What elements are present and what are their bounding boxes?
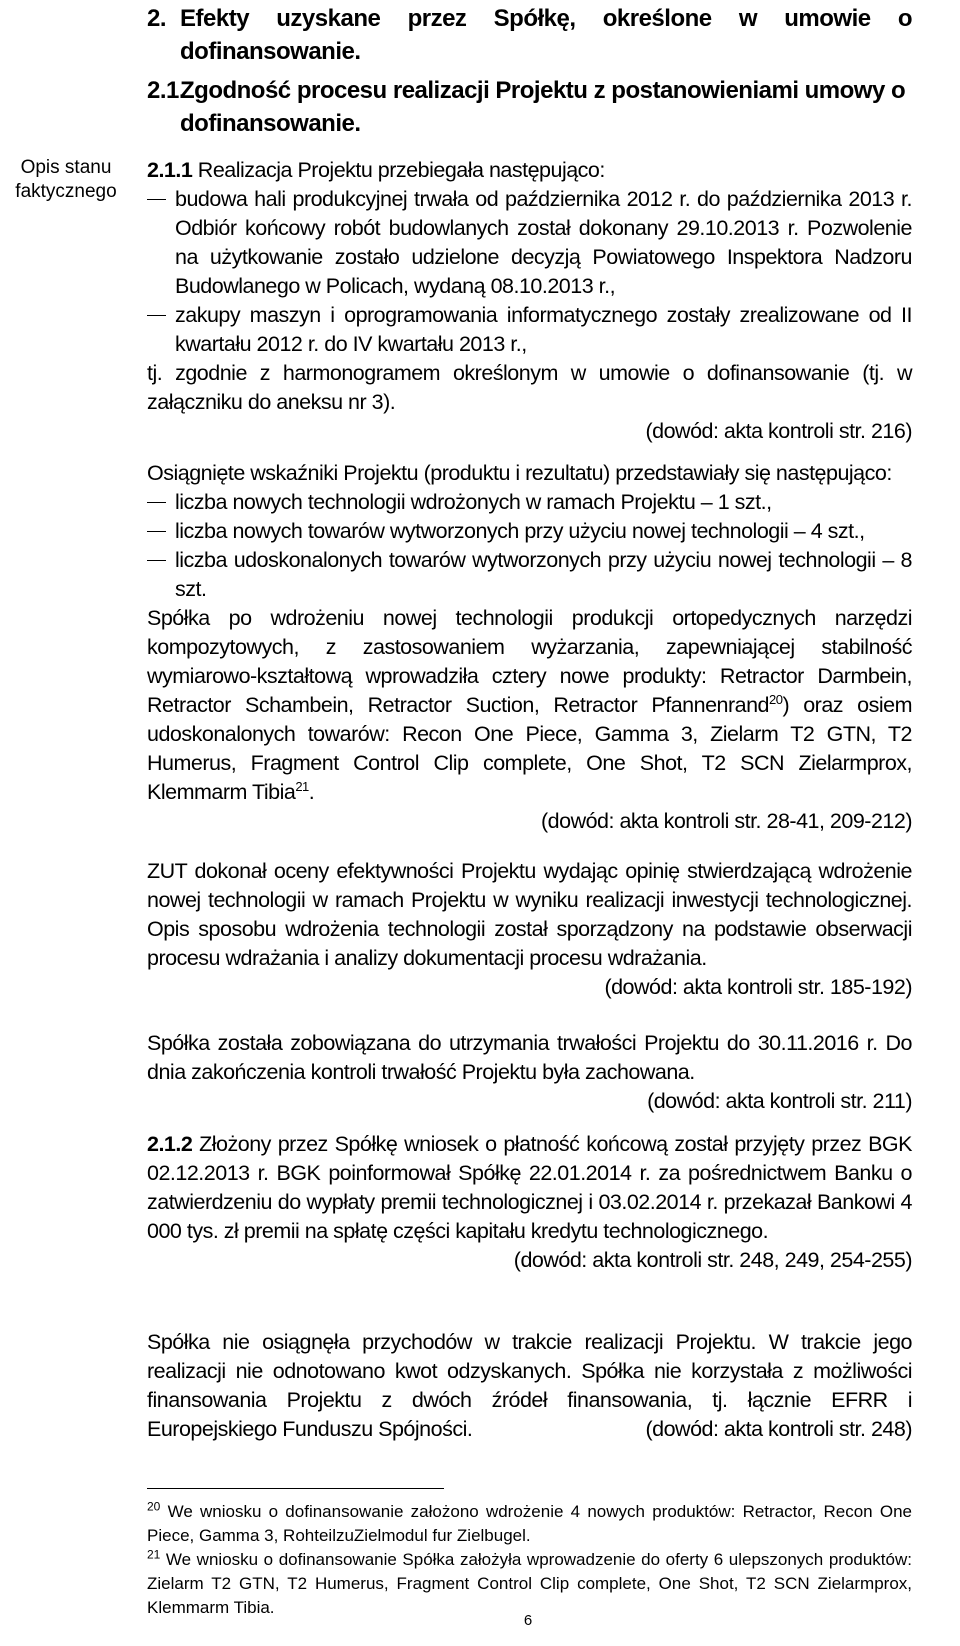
list-item: liczba nowych towarów wytworzonych przy użyciu nowej technologii – 4 szt., [175, 519, 865, 543]
paragraph-2-1-1 [147, 156, 912, 446]
list-item: zakupy maszyn i oprogramowania informatycznego zostały zrealizowane od II kwartału 2012 r. do IV kwartału 2013 r., [175, 303, 912, 356]
footnote-ref: 20 [769, 691, 783, 707]
evidence-reference: (dowód: akta kontroli str. 211) [647, 1089, 912, 1113]
paragraph-text: ZUT dokonał oceny efektywności Projektu wydając opinię stwierdzającą wdrożenie nowej technologii w ramach Projektu w wyniku realizacji inwestycji technologicznej. Opis sposobu wdrożenia technologii został sporządzony na podstawie obserwacji procesu wdrażania i analizy dokumentacji procesu wdrażania. [147, 859, 912, 970]
paragraph-text: 2.1.2 Złożony przez Spółkę wniosek o płatność końcową został przyjęty przez BGK 02.12.2013 r. BGK poinformował Spółkę 22.01.2014 r. za pośrednictwem Banku o zatwierdzeniu do wypłaty premii technologicznej i 03.02.2014 r. przekazał Bankowi 4 000 tys. zł premii na spłatę części kapitału kredytu technologicznego. [147, 1132, 912, 1243]
section-heading [147, 2, 912, 68]
durability-paragraph [147, 1029, 912, 1116]
evidence-reference: (dowód: akta kontroli str. 185-192) [604, 975, 912, 999]
indicators-paragraph [147, 459, 912, 604]
footnote-separator [147, 1488, 444, 1489]
paragraph-text: Spółka została zobowiązana do utrzymania trwałości Projektu do 30.11.2016 r. Do dnia zakończenia kontroli trwałość Projektu była zachowana. [147, 1031, 912, 1084]
page-number: 6 [523, 1612, 533, 1629]
point-number: 2.1.1 [147, 158, 193, 182]
section-number: 2. [147, 5, 167, 32]
footnote-ref: 21 [295, 778, 309, 794]
section-title: Efekty uzyskane przez Spółkę, określone w umowie o dofinansowanie. [180, 5, 912, 65]
footnotes [147, 1500, 912, 1620]
footnote: $^{21}$ We wniosku o dofinansowanie Spółka założyła wprowadzenie do oferty 6 ulepszonych produktów: Zielarm T2 GTN, T2 Humerus, Fragment Control Clip complete, One Shot, T2 SCN Zielarmprox, Klemmarm Tibia. [147, 1547, 912, 1617]
paragraph-intro: 2.1.1 Realizacja Projektu przebiegała następująco: [147, 158, 605, 182]
paragraph-2-1-2 [147, 1130, 912, 1275]
list-item: liczba udoskonalonych towarów wytworzonych przy użyciu nowej technologii – 8 szt. [175, 548, 912, 601]
paragraph-text: Spółka po wdrożeniu nowej technologii produkcji ortopedycznych narzędzi kompozytowych, z zastosowaniem wyżarzania, zapewniającej stabilność wymiarowo-kształtową wprowadziła cztery nowe produkty: Retractor Darmbein, Retractor Schambein, Retractor Suction, Retractor Pfannenrand$^{20}$) oraz osiem udoskonalonych towarów: Recon One Piece, Gamma 3, Zielarm T2 GTN, T2 Humerus, Fragment Control Clip complete, One Shot, T2 SCN Zielarmprox, Klemmarm Tibia$^{21}$. [147, 606, 912, 804]
products-paragraph [147, 604, 912, 836]
list-item: budowa hali produkcyjnej trwała od października 2012 r. do października 2013 r. Odbiór końcowy robót budowlanych został dokonany 29.10.2013 r. Pozwolenie na użytkowanie zostało udzielone decyzją Powiatowego Inspektora Nadzoru Budowlanego w Policach, wydaną 08.10.2013 r., [175, 187, 912, 298]
subsection-number: 2.1. [147, 77, 186, 104]
footnote-number: 20 [147, 1499, 161, 1514]
subsection-title: Zgodność procesu realizacji Projektu z postanowieniami umowy o dofinansowanie. [180, 77, 906, 137]
paragraph-text: Osiągnięte wskaźniki Projektu (produktu i rezultatu) przedstawiały się następująco: [147, 461, 892, 485]
footnote-number: 21 [147, 1547, 161, 1562]
evidence-reference: (dowód: akta kontroli str. 248, 249, 254-255) [513, 1248, 912, 1272]
footnote: $^{20}$ We wniosku o dofinansowanie założono wdrożenie 4 nowych produktów: Retractor, Recon One Piece, Gamma 3, RohteilzuZielmodul fur Zielbugel. [147, 1499, 912, 1545]
subsection-heading [147, 74, 912, 140]
point-number: 2.1.2 [147, 1132, 193, 1156]
income-paragraph [147, 1328, 912, 1444]
zut-paragraph [147, 857, 912, 1002]
evidence-reference: (dowód: akta kontroli str. 28-41, 209-212) [541, 809, 912, 833]
margin-label: Opis stanu faktycznego [15, 157, 117, 202]
paragraph-text: Spółka nie osiągnęła przychodów w trakcie realizacji Projektu. W trakcie jego realizacji nie odnotowano kwot odzyskanych. Spółka nie korzystała z możliwości finansowania Projektu z dwóch źródeł finansowania, tj. łącznie EFRR i Europejskiego Funduszu Spójności. (dowód: akta kontroli str. 248) [147, 1328, 912, 1444]
evidence-reference: (dowód: akta kontroli str. 216) [645, 419, 912, 443]
list-item: liczba nowych technologii wdrożonych w ramach Projektu – 1 szt., [175, 490, 772, 514]
evidence-reference: (dowód: akta kontroli str. 248) [645, 1417, 912, 1441]
paragraph-text: tj. zgodnie z harmonogramem określonym w umowie o dofinansowanie (tj. w załączniku do aneksu nr 3). [147, 361, 912, 414]
